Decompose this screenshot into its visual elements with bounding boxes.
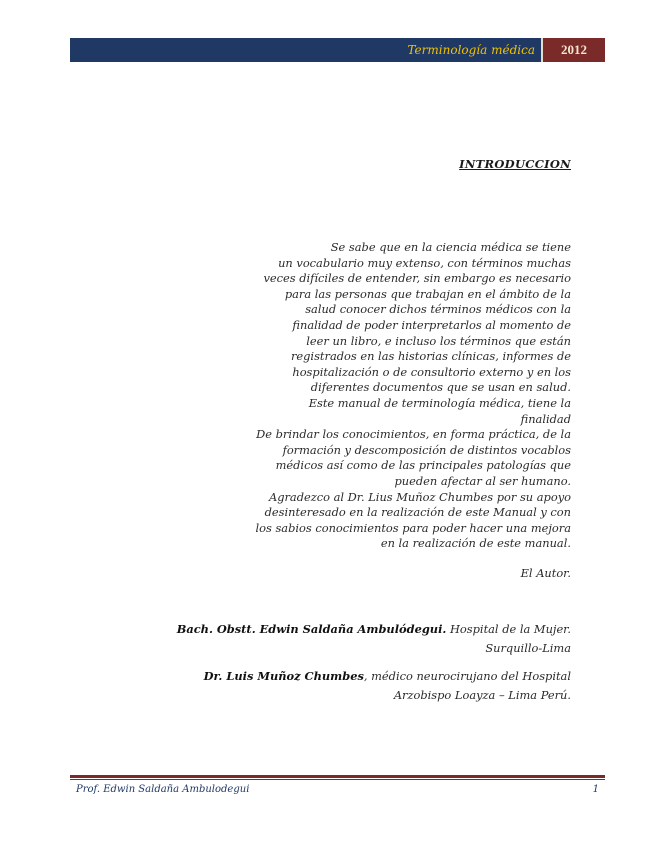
credit-line <box>177 620 571 639</box>
body-line: para las personas que trabajan en el ámbito de la <box>284 286 571 301</box>
body-line: Este manual de terminología médica, tiene la <box>308 395 571 410</box>
body-line: desinteresado en la realización de este Manual y con <box>264 505 571 520</box>
body-line: Se sabe que en la ciencia médica se tiene <box>330 240 571 254</box>
body-line: médicos así como de las principales patologías que <box>275 458 571 473</box>
credit-name: Dr. Luis Muñoz Chumbes <box>203 669 364 683</box>
body-line: finalidad <box>520 411 571 426</box>
body-line: finalidad de poder interpretarlos al momento de <box>292 317 571 332</box>
body-line: veces difíciles de entender, sin embargo es necesario <box>263 271 571 286</box>
body-line: un vocabulario muy extenso, con términos muchas <box>278 255 571 270</box>
credit-location: Surquillo-Lima <box>485 641 571 655</box>
author-signature: El Autor. <box>520 565 571 580</box>
body-line: pueden afectar al ser humano. <box>394 473 571 488</box>
introduction-body <box>200 240 571 581</box>
body-line: en la realización de este manual. <box>380 536 571 551</box>
body-line: diferentes documentos que se usan en salud. <box>310 380 571 395</box>
body-line: registrados en las historias clínicas, informes de <box>290 349 571 364</box>
header-year: 2012 <box>541 38 605 62</box>
credit-affiliation: Hospital de la Mujer. <box>446 622 571 636</box>
credit-affiliation: , médico neurocirujano del Hospital <box>363 669 571 683</box>
introduction-heading: INTRODUCCION <box>459 157 571 171</box>
credit-location: Arzobispo Loayza – Lima Perú. <box>393 688 571 702</box>
body-line: salud conocer dichos términos médicos con la <box>305 302 571 317</box>
body-line: leer un libro, e incluso los términos que están <box>306 333 571 348</box>
header-title-band <box>70 38 541 62</box>
page-number: 1 <box>592 784 599 795</box>
body-line: De brindar los conocimientos, en forma práctica, de la <box>256 427 571 442</box>
body-line: Agradezco al Dr. Lius Muñoz Chumbes por su apoyo <box>268 489 571 504</box>
page-header <box>70 38 605 62</box>
credit-collaborator <box>204 667 571 705</box>
footer-rule-thin <box>70 779 605 780</box>
credit-line <box>204 667 571 686</box>
credit-name: Bach. Obstt. Edwin Saldaña Ambulódegui. <box>176 622 447 636</box>
credit-author <box>177 620 571 658</box>
body-line: los sabios conocimientos para poder hacer una mejora <box>255 520 571 535</box>
footer-author: Prof. Edwin Saldaña Ambulodegui <box>76 784 250 795</box>
body-line: hospitalización o de consultorio externo y en los <box>292 364 571 379</box>
body-line: formación y descomposición de distintos vocablos <box>282 442 571 457</box>
header-title: Terminología médica <box>407 43 535 57</box>
footer-rule <box>70 775 605 778</box>
